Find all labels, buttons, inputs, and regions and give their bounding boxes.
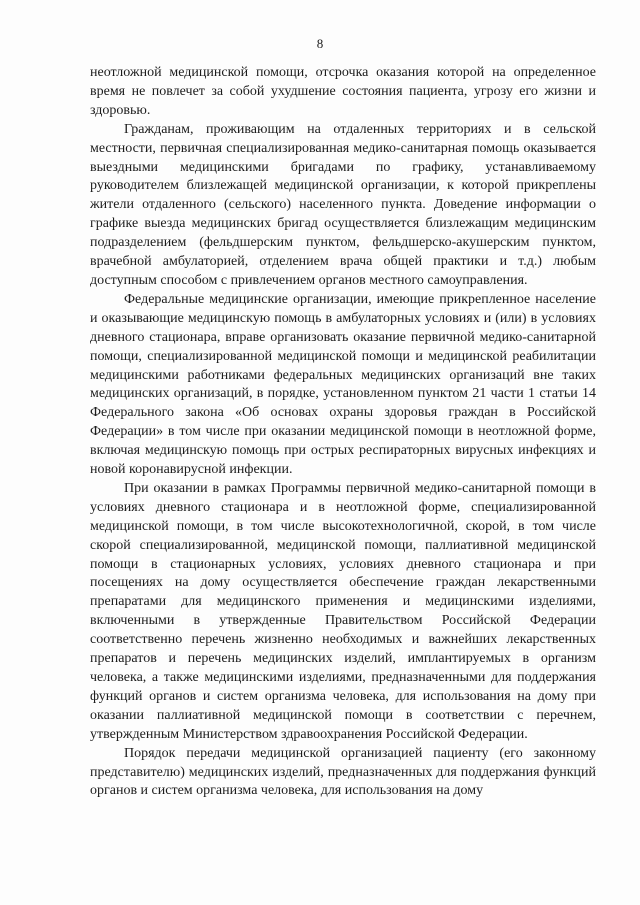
document-body: [90, 64, 596, 801]
page-number: 8: [316, 36, 324, 51]
paragraph-federal-organizations: Федеральные медицинские организации, имеющие прикрепленное население и оказывающие медицинскую помощь в амбулаторных условиях и (или) в условиях дневного стационара, вправе организовать оказание первичной медико-санитарной помощи, специализированной медицинской помощи и медицинской реабилитации медицинскими работниками федеральных медицинских организаций вне таких медицинских организаций, в порядке, установленном пунктом 21 части 1 статьи 14 Федерального закона «Об основах охраны здоровья граждан в Российской Федерации» в том числе при оказании медицинской помощи в неотложной форме, включая медицинскую помощь при острых респираторных вирусных инфекциях и новой коронавирусной инфекции.: [90, 291, 596, 478]
paragraph-continuation: неотложной медицинской помощи, отсрочка оказания которой на определенное время не повлечет за собой ухудшение состояния пациента, угрозу его жизни и здоровью.: [90, 65, 596, 118]
paragraph-device-transfer-procedure: Порядок передачи медицинской организацией пациенту (его законному представителю) медицинских изделий, предназначенных для поддержания функций органов и систем организма человека, для использования на дому: [90, 745, 596, 799]
paragraph-rural-residents: Гражданам, проживающим на отдаленных территориях и в сельской местности, первичная специализированная медико-санитарная помощь оказывается выездными медицинскими бригадами по графику, устанавливаемому руководителем близлежащей медицинской организации, к которой прикреплены жители отдаленного (сельского) населенного пункта. Доведение информации о графике выезда медицинских бригад осуществляется близлежащим медицинским подразделением (фельдшерским пунктом, фельдшерско-акушерским пунктом, врачебной амбулаторией, отделением врача общей практики и т.д.) любым доступным способом с привлечением органов местного самоуправления.: [90, 121, 596, 288]
paragraph-medication-provision: При оказании в рамках Программы первичной медико-санитарной помощи в условиях дневного стационара и в неотложной форме, специализированной медицинской помощи, в том числе высокотехнологичной, скорой, в том числе скорой специализированной, медицинской помощи, паллиативной медицинской помощи в стационарных условиях, условиях дневного стационара и при посещениях на дому осуществляется обеспечение граждан лекарственными препаратами для медицинского применения и медицинскими изделиями, включенными в утвержденные Правительством Российской Федерации соответственно перечень жизненно необходимых и важнейших лекарственных препаратов и перечень медицинских изделий, имплантируемых в организм человека, а также медицинскими изделиями, предназначенными для поддержания функций органов и систем организма человека, для использования на дому при оказании паллиативной медицинской помощи в соответствии с перечнем, утвержденным Министерством здравоохранения Российской Федерации.: [90, 480, 596, 742]
